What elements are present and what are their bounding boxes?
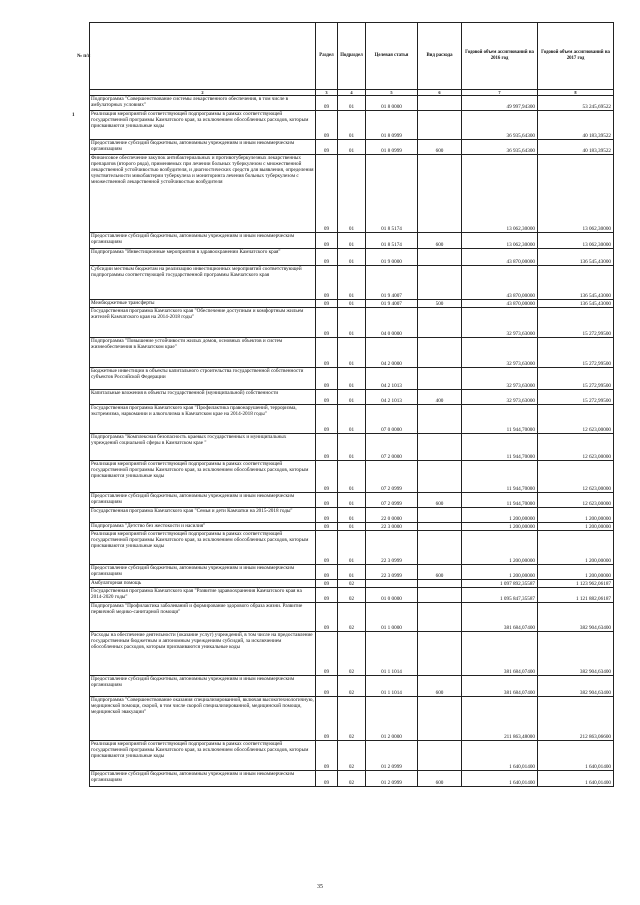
row-expense-type-cell: [418, 461, 462, 493]
row-podrazdel-cell: 01: [338, 368, 366, 390]
row-expense-type-cell: [418, 266, 462, 300]
header-expense-type: Вид расхода: [418, 23, 462, 90]
budget-table: [89, 22, 614, 787]
row-target-article-cell: 01 1 0000: [366, 603, 418, 632]
row-amount-2016-cell: 11 944,70000: [462, 493, 538, 508]
row-name-cell: Предоставление субсидий бюджетным, автономным учреждениям и иным некоммерческим организациям: [90, 493, 316, 508]
row-razdel-cell: 09: [316, 368, 338, 390]
table-row: [90, 96, 614, 111]
row-amount-2017-cell: 15 272,99500: [538, 390, 614, 405]
row-expense-type-cell: [418, 580, 462, 588]
row-expense-type-cell: [418, 523, 462, 531]
row-target-article-cell: 04 2 1013: [366, 390, 418, 405]
row-razdel-cell: 09: [316, 434, 338, 461]
row-amount-2017-cell: 12 623,00000: [538, 405, 614, 434]
row-podrazdel-cell: 01: [338, 140, 366, 155]
table-row: [90, 741, 614, 771]
row-name-cell: Предоставление субсидий бюджетным, автономным учреждениям и иным некоммерческим организациям: [90, 233, 316, 249]
row-podrazdel-cell: 01: [338, 565, 366, 580]
row-expense-type-cell: [418, 531, 462, 565]
table-row: [90, 697, 614, 741]
column-number: 6: [418, 90, 462, 96]
row-razdel-cell: 09: [316, 308, 338, 338]
page-number: 35: [317, 884, 323, 890]
row-podrazdel-cell: 02: [338, 580, 366, 588]
row-name-cell: Реализация мероприятий соответствующей подпрограммы в рамках соответствующей государственной программы Камчатского края, за исключением обособленных расходов, которым присваиваются уникальные коды: [90, 111, 316, 140]
row-razdel-cell: 09: [316, 96, 338, 111]
row-expense-type-cell: [418, 588, 462, 603]
row-amount-2017-cell: 136 545,43000: [538, 266, 614, 300]
row-amount-2016-cell: 381 684,07400: [462, 603, 538, 632]
row-name-cell: Государственная программа Камчатского края "Профилактика правонарушений, терроризма, экстремизма, наркомании и алкоголизма в Камчатском крае на 2014-2018 годы": [90, 405, 316, 434]
table-row: [90, 111, 614, 140]
row-amount-2017-cell: 1 200,00000: [538, 565, 614, 580]
row-name-cell: Капитальные вложения в объекты государственной (муниципальной) собственности: [90, 390, 316, 405]
row-target-article-cell: 04 2 0000: [366, 338, 418, 368]
row-expense-type-cell: 400: [418, 390, 462, 405]
row-amount-2017-cell: 12 623,00000: [538, 461, 614, 493]
column-number: 5: [366, 90, 418, 96]
row-podrazdel-cell: 02: [338, 697, 366, 741]
row-target-article-cell: 07 2 0999: [366, 461, 418, 493]
row-expense-type-cell: 500: [418, 300, 462, 308]
row-razdel-cell: 09: [316, 771, 338, 787]
header-razdel: Раздел: [316, 23, 338, 90]
row-podrazdel-cell: 01: [338, 461, 366, 493]
row-amount-2016-cell: 32 973,63000: [462, 338, 538, 368]
row-podrazdel-cell: 01: [338, 155, 366, 233]
row-amount-2016-cell: 36 935,64300: [462, 140, 538, 155]
row-name-cell: Реализация мероприятий соответствующей подпрограммы в рамках соответствующей государственной программы Камчатского края, за исключением обособленных расходов, которым присваиваются уникальные коды: [90, 461, 316, 493]
row-razdel-cell: 09: [316, 338, 338, 368]
row-expense-type-cell: [418, 434, 462, 461]
row-podrazdel-cell: 01: [338, 508, 366, 523]
row-amount-2016-cell: 381 684,07400: [462, 676, 538, 697]
row-target-article-cell: 22 3 0000: [366, 523, 418, 531]
row-razdel-cell: 09: [316, 405, 338, 434]
row-razdel-cell: 09: [316, 531, 338, 565]
row-amount-2017-cell: 53 245,69522: [538, 96, 614, 111]
row-amount-2016-cell: 43 870,00000: [462, 266, 538, 300]
row-razdel-cell: 09: [316, 233, 338, 249]
row-target-article-cell: 01 1 1014: [366, 632, 418, 676]
row-target-article-cell: 04 0 0000: [366, 308, 418, 338]
row-podrazdel-cell: 01: [338, 300, 366, 308]
row-amount-2017-cell: 1 640,01400: [538, 741, 614, 771]
row-name-cell: Реализация мероприятий соответствующей подпрограммы в рамках соответствующей государственной программы Камчатского края, за исключением обособленных расходов, которым присваиваются уникальные коды: [90, 741, 316, 771]
row-target-article-cell: 01 9 4007: [366, 266, 418, 300]
row-target-article-cell: 07 2 0999: [366, 493, 418, 508]
row-name-cell: Государственная программа Камчатского края "Развитие здравоохранения Камчатского края на 2014-2020 годы": [90, 588, 316, 603]
row-target-article-cell: 01 8 5174: [366, 233, 418, 249]
row-amount-2016-cell: 381 684,07400: [462, 632, 538, 676]
row-target-article-cell: 01 9 0000: [366, 249, 418, 266]
row-name-cell: Бюджетные инвестиции в объекты капитального строительства государственной собственности субъектов Российской Федерации: [90, 368, 316, 390]
table-body: [90, 96, 614, 787]
row-amount-2017-cell: 382 904,63400: [538, 603, 614, 632]
row-target-article-cell: 01 2 0999: [366, 741, 418, 771]
row-name-cell: Межбюджетные трансферты: [90, 300, 316, 308]
column-number: 7: [462, 90, 538, 96]
row-target-article-cell: 01 0 0000: [366, 588, 418, 603]
row-amount-2016-cell: 11 944,70000: [462, 461, 538, 493]
row-name-cell: Подпрограмма "Инвестиционные мероприятия в здравоохранении Камчатского края": [90, 249, 316, 266]
row-amount-2017-cell: 13 062,30000: [538, 233, 614, 249]
row-name-cell: Подпрограмма "Комплексная безопасность краевых государственных и муниципальных учреждений социальной сферы в Камчатском крае ": [90, 434, 316, 461]
row-amount-2017-cell: 1 121 882,06187: [538, 588, 614, 603]
header-volume-2016: Годовой объем ассигнований на 2016 год: [462, 23, 538, 90]
row-expense-type-cell: [418, 308, 462, 338]
row-target-article-cell: 22 0 0000: [366, 508, 418, 523]
row-razdel-cell: 09: [316, 632, 338, 676]
row-amount-2017-cell: 212 863,06600: [538, 697, 614, 741]
row-razdel-cell: 09: [316, 300, 338, 308]
row-expense-type-cell: [418, 697, 462, 741]
row-amount-2016-cell: 32 973,63000: [462, 308, 538, 338]
row-amount-2017-cell: 15 272,99500: [538, 338, 614, 368]
row-target-article-cell: 01 1 1014: [366, 676, 418, 697]
column-number: 3: [316, 90, 338, 96]
row-expense-type-cell: 600: [418, 493, 462, 508]
row-podrazdel-cell: 01: [338, 523, 366, 531]
header-podrazdel: Подраздел: [338, 23, 366, 90]
row-name-cell: Государственная программа Камчатского края "Обеспечение доступным и комфортным жильем жителей Камчатского края на 2014-2018 годы": [90, 308, 316, 338]
table-row: [90, 531, 614, 565]
row-razdel-cell: 09: [316, 249, 338, 266]
row-amount-2016-cell: 1 200,00000: [462, 508, 538, 523]
table-row: [90, 338, 614, 368]
row-expense-type-cell: [418, 603, 462, 632]
table-row: [90, 249, 614, 266]
table-row: [90, 493, 614, 508]
column-number: 4: [338, 90, 366, 96]
table-row: [90, 588, 614, 603]
row-podrazdel-cell: 01: [338, 308, 366, 338]
row-amount-2016-cell: 1 200,00000: [462, 565, 538, 580]
row-target-article-cell: 01 8 0000: [366, 96, 418, 111]
row-name-cell: Подпрограмма "Профилактика заболеваний и формирование здорового образа жизни. Развитие первичной медико-санитарной помощи": [90, 603, 316, 632]
row-name-cell: Предоставление субсидий бюджетным, автономным учреждениям и иным некоммерческим организациям: [90, 676, 316, 697]
row-name-cell: Предоставление субсидий бюджетным, автономным учреждениям и иным некоммерческим организациям: [90, 140, 316, 155]
row-target-article-cell: 22 3 0999: [366, 565, 418, 580]
row-expense-type-cell: 600: [418, 565, 462, 580]
row-expense-type-cell: [418, 368, 462, 390]
table-row: [90, 771, 614, 787]
row-amount-2016-cell: 1 200,00000: [462, 523, 538, 531]
row-target-article-cell: 01 8 0999: [366, 140, 418, 155]
table-row: [90, 461, 614, 493]
row-amount-2017-cell: 40 183,39522: [538, 140, 614, 155]
row-expense-type-cell: 600: [418, 771, 462, 787]
row-target-article-cell: [366, 580, 418, 588]
row-expense-type-cell: 600: [418, 140, 462, 155]
row-podrazdel-cell: 02: [338, 603, 366, 632]
row-name-cell: Государственная программа Камчатского края "Семья и дети Камчатки на 2015-2018 годы": [90, 508, 316, 523]
row-razdel-cell: 09: [316, 523, 338, 531]
row-expense-type-cell: [418, 96, 462, 111]
row-amount-2016-cell: 13 062,30000: [462, 155, 538, 233]
row-name-cell: Предоставление субсидий бюджетным, автономным учреждениям и иным некоммерческим организациям: [90, 565, 316, 580]
row-expense-type-cell: 600: [418, 676, 462, 697]
table-row: [90, 155, 614, 233]
table-row: [90, 434, 614, 461]
row-amount-2016-cell: 36 935,64300: [462, 111, 538, 140]
table-row: [90, 603, 614, 632]
table-row: [90, 580, 614, 588]
table-row: [90, 508, 614, 523]
row-podrazdel-cell: 01: [338, 434, 366, 461]
row-amount-2017-cell: 136 545,43000: [538, 249, 614, 266]
row-name-cell: Подпрограмма "Детство без жестокости и насилия": [90, 523, 316, 531]
row-razdel-cell: 09: [316, 588, 338, 603]
row-razdel-cell: 09: [316, 580, 338, 588]
column-number: 8: [538, 90, 614, 96]
row-target-article-cell: 01 2 0000: [366, 697, 418, 741]
row-target-article-cell: 22 3 0999: [366, 531, 418, 565]
row-amount-2016-cell: 211 863,48000: [462, 697, 538, 741]
row-razdel-cell: 09: [316, 603, 338, 632]
row-amount-2016-cell: 32 973,63000: [462, 390, 538, 405]
row-name-cell: Предоставление субсидий бюджетным, автономным учреждениям и иным некоммерческим организациям: [90, 771, 316, 787]
row-target-article-cell: 04 2 1013: [366, 368, 418, 390]
row-name-cell: Субсидии местным бюджетам на реализацию инвестиционных мероприятий соответствующей подпрограммы соответствующей государственной программы Камчатского края: [90, 266, 316, 300]
row-expense-type-cell: [418, 111, 462, 140]
row-podrazdel-cell: 02: [338, 588, 366, 603]
row-podrazdel-cell: 01: [338, 390, 366, 405]
table-row: [90, 390, 614, 405]
column-number: 2: [90, 90, 316, 96]
row-amount-2016-cell: 1 095 847,35587: [462, 588, 538, 603]
table-row: [90, 368, 614, 390]
row-podrazdel-cell: 01: [338, 96, 366, 111]
row-razdel-cell: 09: [316, 508, 338, 523]
table-row: [90, 233, 614, 249]
row-podrazdel-cell: 01: [338, 338, 366, 368]
row-razdel-cell: 09: [316, 493, 338, 508]
table-row: [90, 565, 614, 580]
row-razdel-cell: 09: [316, 266, 338, 300]
row-podrazdel-cell: 02: [338, 676, 366, 697]
row-podrazdel-cell: 01: [338, 493, 366, 508]
row-name-cell: Подпрограмма "Совершенствование системы лекарственного обеспечения, в том числе в амбулаторных условиях": [90, 96, 316, 111]
table-row: [90, 140, 614, 155]
row-amount-2017-cell: 382 904,63400: [538, 632, 614, 676]
table-row: [90, 632, 614, 676]
header-volume-2017: Годовой объем ассигнований на 2017 год: [538, 23, 614, 90]
row-expense-type-cell: [418, 249, 462, 266]
row-target-article-cell: 07 0 0000: [366, 405, 418, 434]
row-expense-type-cell: 600: [418, 233, 462, 249]
row-razdel-cell: 09: [316, 390, 338, 405]
row-name-cell: Расходы на обеспечение деятельности (оказание услуг) учреждений, в том числе на предоставление государственным бюджетным и автономным учреждениям субсидий, за исключением обособленных расходов, которым присваиваются уникальные коды: [90, 632, 316, 676]
row-podrazdel-cell: 01: [338, 233, 366, 249]
table-row: [90, 523, 614, 531]
row-razdel-cell: 09: [316, 741, 338, 771]
row-podrazdel-cell: 01: [338, 249, 366, 266]
row-razdel-cell: 09: [316, 461, 338, 493]
row-expense-type-cell: [418, 155, 462, 233]
row-amount-2016-cell: 1 640,01400: [462, 771, 538, 787]
row-amount-2016-cell: 49 997,94300: [462, 96, 538, 111]
row-target-article-cell: 01 2 0999: [366, 771, 418, 787]
table-row: [90, 300, 614, 308]
row-amount-2016-cell: 43 870,00000: [462, 300, 538, 308]
row-amount-2017-cell: 1 200,00000: [538, 531, 614, 565]
row-podrazdel-cell: 02: [338, 771, 366, 787]
table-header-row: [90, 23, 614, 90]
row-razdel-cell: 09: [316, 155, 338, 233]
row-amount-2017-cell: 136 545,43000: [538, 300, 614, 308]
row-amount-2016-cell: 11 944,70000: [462, 434, 538, 461]
row-amount-2016-cell: 13 062,30000: [462, 233, 538, 249]
row-amount-2017-cell: 12 623,00000: [538, 434, 614, 461]
row-amount-2017-cell: 1 200,00000: [538, 523, 614, 531]
row-amount-2017-cell: 40 183,39522: [538, 111, 614, 140]
row-amount-2016-cell: 43 870,00000: [462, 249, 538, 266]
row-name-cell: Подпрограмма "Совершенствование оказания специализированной, включая высокотехнологичную, медицинской помощи, скорой, в том числе скорой специализированной, медицинской помощи, медицинской эвакуации": [90, 697, 316, 741]
row-target-article-cell: 01 8 5174: [366, 155, 418, 233]
row-number-header: № п/п: [77, 54, 91, 59]
row-amount-2017-cell: 13 062,30000: [538, 155, 614, 233]
header-name: [90, 23, 316, 90]
row-amount-2017-cell: 15 272,99500: [538, 368, 614, 390]
row-amount-2017-cell: 382 904,63400: [538, 676, 614, 697]
table-row: [90, 266, 614, 300]
row-razdel-cell: 09: [316, 140, 338, 155]
row-razdel-cell: 09: [316, 676, 338, 697]
first-column-number: 1: [72, 113, 75, 118]
row-expense-type-cell: [418, 405, 462, 434]
row-target-article-cell: 01 8 0999: [366, 111, 418, 140]
row-podrazdel-cell: 01: [338, 405, 366, 434]
row-expense-type-cell: [418, 338, 462, 368]
row-amount-2017-cell: 15 272,99500: [538, 308, 614, 338]
row-amount-2016-cell: 32 973,63000: [462, 368, 538, 390]
row-podrazdel-cell: 01: [338, 111, 366, 140]
row-target-article-cell: 01 9 4007: [366, 300, 418, 308]
row-razdel-cell: 09: [316, 565, 338, 580]
row-razdel-cell: 09: [316, 111, 338, 140]
row-amount-2017-cell: 1 640,01400: [538, 771, 614, 787]
row-podrazdel-cell: 02: [338, 741, 366, 771]
table-row: [90, 308, 614, 338]
row-podrazdel-cell: 02: [338, 632, 366, 676]
table-row: [90, 676, 614, 697]
row-amount-2016-cell: 1 200,00000: [462, 531, 538, 565]
row-amount-2017-cell: 1 123 962,06187: [538, 580, 614, 588]
row-podrazdel-cell: 01: [338, 531, 366, 565]
row-name-cell: Финансовое обеспечение закупок антибактериальных и противотуберкулезных лекарственных препаратов (второго ряда), применяемых при лечении больных туберкулезом с множественной лекарственной устойчивостью возбудителя, и диагностических средств для выявления, определения чувствительности микобактерии туберкулеза и мониторинга лечения больных туберкулезом с множественной лекарственной устойчивостью возбудителя: [90, 155, 316, 233]
row-expense-type-cell: [418, 508, 462, 523]
row-expense-type-cell: [418, 741, 462, 771]
row-amount-2017-cell: 1 200,00000: [538, 508, 614, 523]
row-expense-type-cell: [418, 632, 462, 676]
row-target-article-cell: 07 2 0000: [366, 434, 418, 461]
row-amount-2016-cell: 1 640,01400: [462, 741, 538, 771]
row-razdel-cell: 09: [316, 697, 338, 741]
header-target-article: Целевая статья: [366, 23, 418, 90]
row-name-cell: Подпрограмма "Повышение устойчивости жилых домов, основных объектов и систем жизнеобеспечения в Камчатском крае": [90, 338, 316, 368]
row-amount-2017-cell: 12 623,00000: [538, 493, 614, 508]
row-amount-2016-cell: 1 097 892,35587: [462, 580, 538, 588]
row-podrazdel-cell: 01: [338, 266, 366, 300]
row-name-cell: Амбулаторная помощь: [90, 580, 316, 588]
row-amount-2016-cell: 11 944,70000: [462, 405, 538, 434]
table-row: [90, 405, 614, 434]
row-name-cell: Реализация мероприятий соответствующей подпрограммы в рамках соответствующей государственной программы Камчатского края, за исключением обособленных расходов, которым присваиваются уникальные коды: [90, 531, 316, 565]
